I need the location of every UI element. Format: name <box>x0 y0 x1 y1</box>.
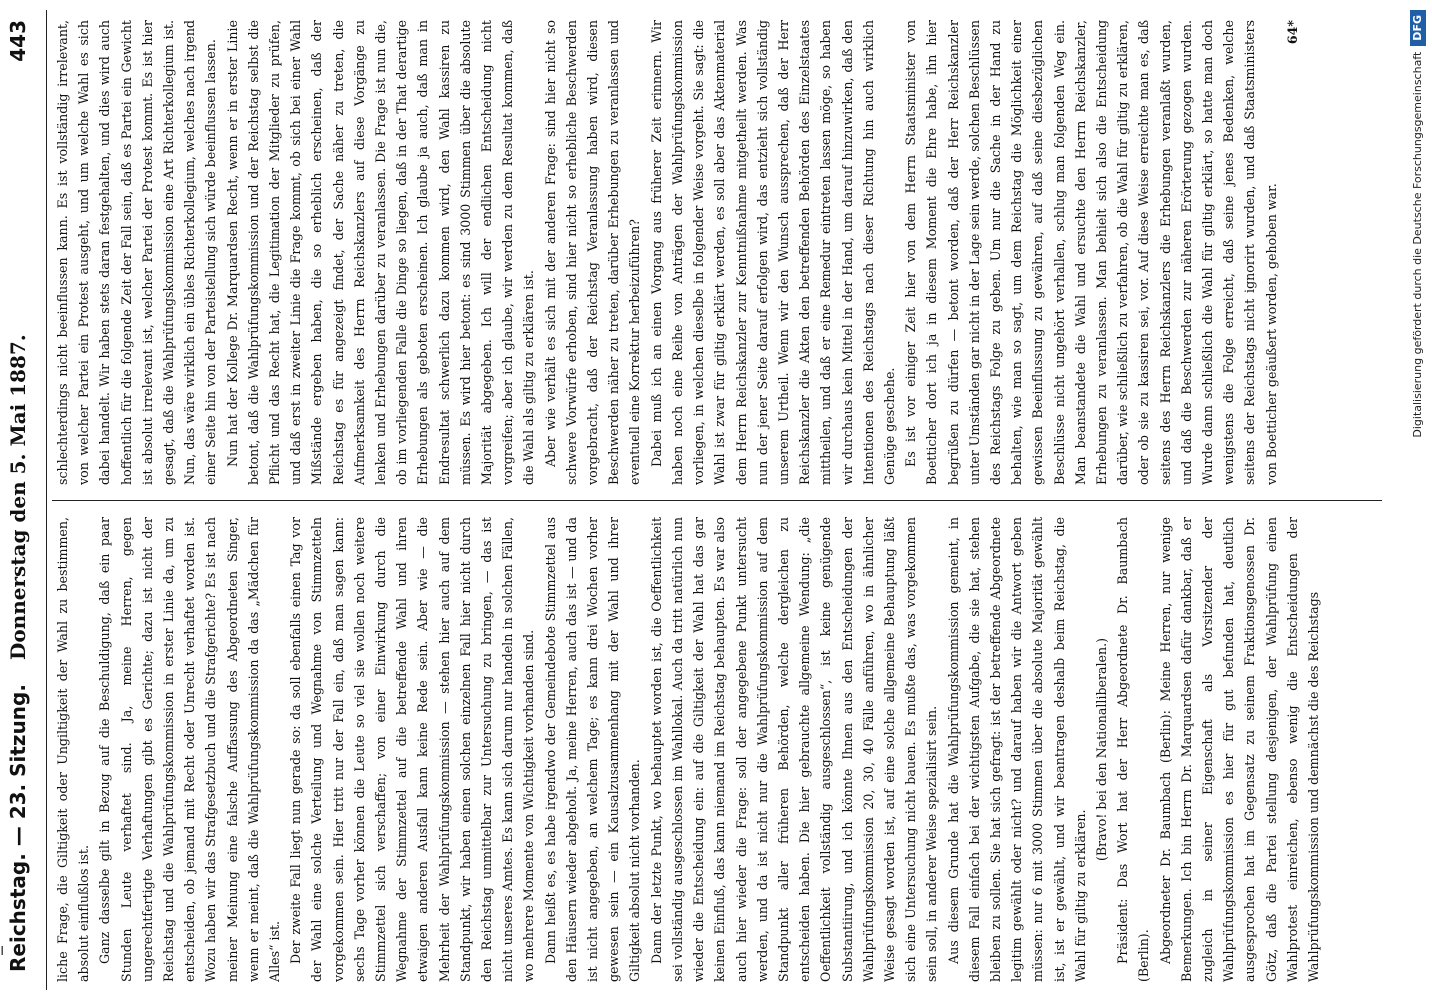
page-number: 443 <box>6 20 30 62</box>
paragraph: liche Frage, die Giltigkeit oder Ungiltigkeit der Wahl zu bestimmen, absolut einflußlos ist. <box>55 517 92 982</box>
right-column <box>52 20 1382 485</box>
left-column <box>52 517 1382 982</box>
paragraph: Dann heißt es, es habe irgendwo der Gemeindebote Stimmzettel aus den Häusern wieder abgeholt. Ja, meine Herren, auch das ist — und da ist nicht angegeben, an welchem Tage; es kann drei Wochen vorher gewesen sein — ein Kausalzusammenhang mit der Wahl und ihrer Giltigkeit absolut nicht vorhanden. <box>542 517 643 982</box>
rotated-page <box>0 10 1390 990</box>
dfg-credit-text: Digitalisierung gefördert durch die Deutsche Forschungsgemeinschaft <box>1411 51 1424 438</box>
paragraph: Aus diesem Grunde hat die Wahlprüfungskommission gemeint, in diesem Fall einfach bei der wichtigsten Aufgabe, die sie hat, stehen bleiben zu sollen. Sie hat sich gefragt: ist der betreffende Abgeordnete legitim gewählt oder nicht? und darauf haben wir die Antwort geben müssen: nur 6 mit 3000 Stimmen über die absolute Majorität gewählt ist, ist er gewählt, und wir beantragen deshalb beim Reichstag, die Wahl für giltig zu erklären. <box>945 517 1088 982</box>
column-divider <box>52 500 1382 501</box>
paragraph: Präsident: Das Wort hat der Herr Abgeordnete Dr. Baumbach (Berlin). <box>1115 517 1152 982</box>
scan-edge-mark: ı <box>0 940 5 959</box>
paragraph: Ganz dasselbe gilt in Bezug auf die Beschuldigung, daß ein paar Stunden Leute verhaftet sind. Ja, meine Herren, gegen ungerechtfertigte Verhaftungen gibt es Gerichte; dazu ist nicht der Reichstag und die Wahlprüfungskommission in erster Linie da, um zu entscheiden, ob jemand mit Recht oder Unrecht verhaftet worden ist. Wozu haben wir das Strafgesetzbuch und die Strafgerichte? Es ist nach meiner Meinung eine falsche Auffassung des Abgeordneten Singer, wenn er meint, daß die Wahlprüfungskommission da das „Mädchen für Alles“ ist. <box>97 517 283 982</box>
signature-mark: 64* <box>1284 20 1300 45</box>
page-header <box>0 10 47 990</box>
dfg-credit-strip <box>1408 10 1428 990</box>
paragraph: schlechterdings nicht beeinflussen kann. Es ist vollständig irrelevant, von welcher Partei ein Protest ausgeht, und um welche Wahl es sich dabei handelt. Wir haben stets daran festgehalten, und dies wird auch hoffentlich für die folgende Zeit der Fall sein, daß es Partei ein Gewicht ist absolut irrelevant ist, welcher Partei der Protest kommt. Es ist hier gesagt, daß die Wahlprüfungskommission eine Art Richterkollegium ist. Nun, das wäre wirklich ein übles Richterkollegium, welches nach irgend einer Seite hin von der Parteistellung sich würde beeinflussen lassen. <box>55 20 219 485</box>
header-session: Reichstag. — 23. Sitzung. <box>6 684 30 972</box>
paragraph: Abgeordneter Dr. Baumbach (Berlin): Meine Herren, nur wenige Bemerkungen. Ich bin Herrn Dr. Marquardsen dafür dankbar, daß er zugleich in seiner Eigenschaft als Vorsitzender der Wahlprüfungskommission es hier für gut befunden hat, deutlich ausgesprochen hat im Gegensatz zu seinem Fraktionsgenossen Dr. Götz, daß die Partei stellung desjenigen, der Wahlprüfung einen Wahlprotest einreichen, ebenso wenig die Entscheidungen der Wahlprüfungskommission und demnächst die des Reichstags <box>1157 517 1321 982</box>
header-date: Donnerstag den 5. Mai 1887. <box>6 334 30 660</box>
dfg-logo: DFG <box>1410 10 1426 46</box>
paragraph: Der zweite Fall liegt nun gerade so: da soll ebenfalls einen Tag vor der Wahl eine solche Verteilung und Wegnahme von Stimmzetteln vorgekommen sein. Hier tritt nur der Fall ein, daß man sagen kann: sechs Tage vorher können die Leute so viel sie wollen noch weitere Stimmzettel sich verschaffen; von einer Einwirkung durch die Wegnahme der Stimmzettel auf die betreffende Wahl und ihren etwaigen anderen Ausfall kann keine Rede sein. Aber wie — die Mehrheit der Wahlprüfungskommission — stehen hier auch auf dem Standpunkt, wir haben einen solchen einzelnen Fall hier nicht durch den Reichstag unmittelbar zur Untersuchung zu bringen, — das ist nicht unseres Amtes. Es kann sich darum nur handeln in solchen Fällen, wo mehrere Momente von Wichtigkeit vorhanden sind. <box>288 517 537 982</box>
paragraph: Nun hat der Kollege Dr. Marquardsen Recht, wenn er in erster Linie betont, daß die Wahlprüfungskommission und der Reichstag selbst die Pflicht und das Recht hat, die Legitimation der Mitglieder zu prüfen, und daß erst in zweiter Linie die Frage kommt, ob sich bei einer Wahl Mißstände ergeben haben, die so erheblich erscheinen, daß der Reichstag es für angezeigt findet, der Sache näher zu treten, die Aufmerksamkeit des Herrn Reichskanzlers auf diese Vorgänge zu lenken und Erhebungen darüber zu veranlassen. Die Frage ist nun die, ob im vorliegenden Falle die Dinge so liegen, daß in der That derartige Erhebungen als geboten erscheinen. Ich glaube ja auch, daß man in Endresultat schwerlich dazu kommen wird, den Wahl kassiren zu müssen. Es wird hier betont: es sind 3000 Stimmen über die absolute Majorität abgegeben. Ich will der endlichen Entscheidung nicht vorgreifen; aber ich glaube, wir werden zu dem Resultat kommen, daß die Wahl als giltig zu erklären ist. <box>224 20 537 485</box>
paragraph: Dabei muß ich an einen Vorgang aus früherer Zeit erinnern. Wir haben noch eine Reihe von Anträgen der Wahlprüfungskommission vorliegen, in welchen dieselbe in folgender Weise vorgeht. Sie sagt: die Wahl ist zwar für giltig erklärt werden, es soll aber das Aktenmaterial dem Herrn Reichskanzler zur Kenntnißnahme mitgetheilt werden. Was nun der jener Seite darauf erfolgen wird, das entzieht sich vollständig unserem Urtheil. Wenn wir den Wunsch aussprechen, daß der Herr Reichskanzler die Akten den betreffenden Behörden des Einzelstaates mittheilen, und daß er eine Remedur eintreten lassen möge, so haben wir durchaus kein Mittel in der Hand, um darauf hinzuwirken, daß den Intentionen des Reichstags nach dieser Richtung hin auch wirklich Genüge geschehe. <box>648 20 897 485</box>
paragraph: Dann der letzte Punkt, wo behauptet worden ist, die Oeffentlichkeit sei vollständig ausgeschlossen im Wahllokal. Auch da tritt natürlich nun wieder die Entscheidung ein: auf die Giltigkeit der Wahl hat das gar keinen Einfluß, das kann niemand im Reichstag behaupten. Es war also auch hier wieder die Frage: soll der angegebene Punkt untersucht werden, und da ist nicht nur die Wahlprüfungskommission auf dem Standpunkt aller früheren Behörden, welche dergleichen zu entscheiden haben. Die hier gebrauchte allgemeine Wendung: „die Oeffentlichkeit vollständig ausgeschlossen“, ist keine genügende Substantiirung, und ich könnte Ihnen aus den Entscheidungen der Wahlprüfungskommission 20, 30, 40 Fälle anführen, wo in ähnlicher Weise gesagt worden ist, auf eine solche allgemeine Behauptung läßt sich eine Untersuchung nicht bauen. Es mußte das, was vorgekommen sein soll, in anderer Weise spezialisirt sein. <box>648 517 940 982</box>
paragraph: Es ist vor einiger Zeit hier von dem Herrn Staatsminister von Boetticher dort ich ja in diesem Moment die Ehre habe, ihn hier begrüßen zu dürfen — betont worden, daß der Herr Reichskanzler unter Umständen gar nicht in der Lage sein werde, solchen Beschlüssen des Reichstags Folge zu geben. Um nur die Sache in der Hand zu behalten, wie man so sagt, um dem Reichstag die Möglichkeit einer gewissen Beeinflussung zu gewähren, auf daß seine diesbezüglichen Beschlüsse nicht ungehört verhallen, schlug man folgenden Weg ein. Man beanstandete die Wahl und ersuchte den Herrn Reichskanzler, Erhebungen zu veranlassen. Man behielt sich also die Entscheidung darüber, wie schließlich zu verfahren, ob die Wahl für giltig zu erklären, oder ob sie zu kassiren sei, vor. Auf diese Weise erreichte man es, daß seitens des Herrn Reichskanzlers die Erhebungen veranlaßt wurden, und daß die Beschwerden zur näheren Erörterung gezogen wurden. Wurde dann schließlich die Wahl für giltig erklärt, so hatte man doch wenigstens die Folge erreicht, daß seine jenes Bedenken, welche seitens der Reichstags nicht ignorirt wurden, und daß Staatsministers von Boetticher geäußert worden, gehoben war. <box>903 20 1279 485</box>
paragraph: Aber wie verhält es sich mit der anderen Frage: sind hier nicht so schwere Vorwürfe erhoben, sind hier nicht so erhebliche Beschwerden vorgebracht, daß der Reichstag Veranlassung haben wird, diesen Beschwerden näher zu treten, darüber Erhebungen zu veranlassen und eventuell eine Korrektur herbeizuführen? <box>542 20 643 485</box>
paragraph: (Bravo! bei den Nationalliberalen.) <box>1093 637 1109 862</box>
